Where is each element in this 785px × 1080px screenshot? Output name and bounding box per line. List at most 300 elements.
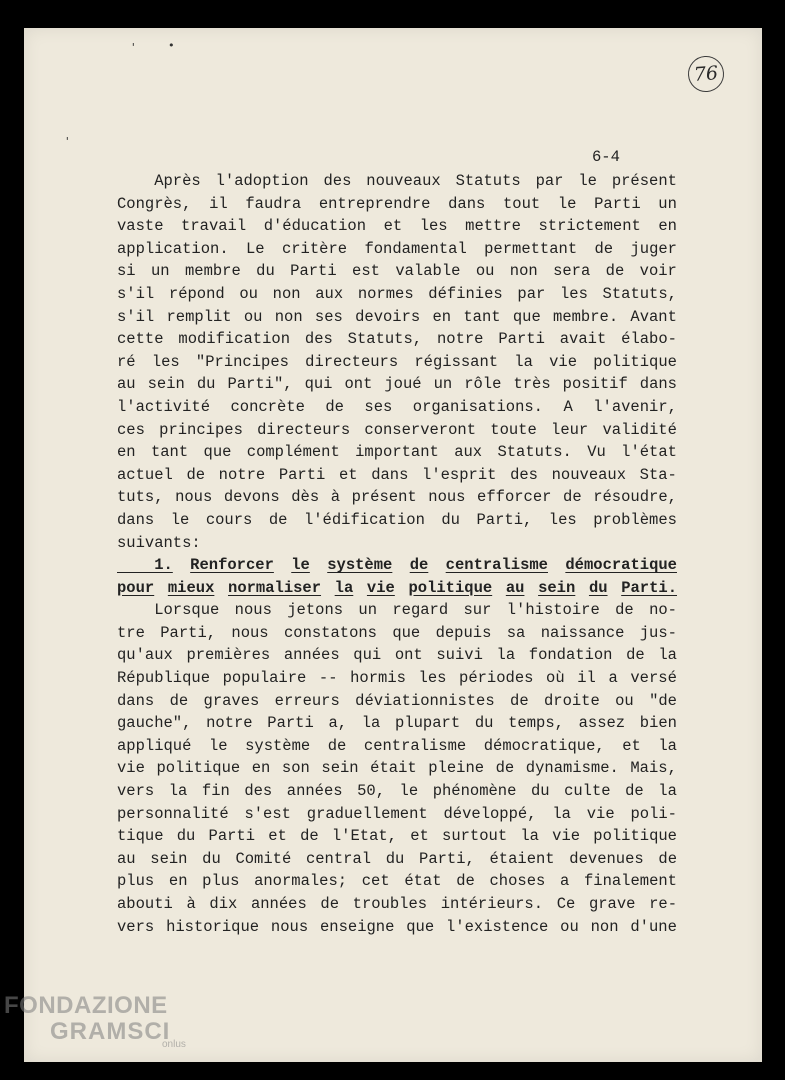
word: politique [408, 578, 493, 597]
word: permettant [484, 239, 578, 258]
text-line [117, 283, 677, 306]
text-line [117, 599, 677, 622]
word: Statuts, [602, 284, 677, 303]
scan-speck: ' [64, 135, 71, 148]
word: la [334, 578, 354, 597]
word: le [291, 556, 310, 575]
word: élabo- [621, 330, 677, 349]
word: vers [117, 782, 155, 801]
word: Parti. [621, 578, 677, 597]
word: des [244, 782, 273, 801]
word: 50, [357, 782, 386, 801]
word: dynamisme. [525, 759, 619, 778]
word: Lorsque [117, 601, 220, 620]
word: bien [639, 714, 677, 733]
word: en [168, 872, 188, 891]
word: nous [234, 601, 272, 620]
word: de [186, 465, 206, 484]
word: était [370, 759, 417, 778]
word: nous [270, 917, 309, 936]
word: directeurs [305, 352, 399, 371]
word: les [418, 669, 447, 688]
document-page [24, 28, 762, 1062]
text-line [117, 238, 677, 261]
word: politique [593, 352, 677, 371]
word: notre [218, 465, 266, 484]
word: troubles [352, 895, 428, 913]
word: à [330, 488, 341, 507]
word: un [658, 194, 677, 213]
word: des [323, 172, 352, 190]
word: à [186, 895, 196, 913]
word: par [535, 172, 564, 190]
word: tique [117, 827, 164, 846]
word: est [352, 262, 380, 281]
word: au [117, 375, 136, 394]
word: graves [203, 691, 260, 710]
word: sein [150, 849, 188, 868]
word: dans [117, 510, 155, 529]
word: l'esprit [422, 465, 497, 484]
word: par [517, 284, 546, 303]
word: historique [166, 917, 260, 936]
word: tre [117, 623, 145, 642]
word: assez [578, 714, 626, 733]
word: toute [490, 420, 537, 439]
word: la [496, 646, 516, 665]
word: juger [630, 239, 677, 258]
word: années [286, 782, 343, 801]
word: choses [489, 872, 546, 891]
word: vie [366, 578, 395, 597]
word: Parti", [227, 375, 293, 394]
word: les [419, 217, 448, 236]
word: du [256, 262, 275, 281]
word: tuts, [117, 488, 164, 507]
word: vie [552, 827, 581, 846]
word: Congrès, [117, 194, 192, 213]
word: résoudre, [593, 488, 677, 507]
word: grave [588, 895, 636, 913]
word: système [245, 736, 311, 755]
word: entreprendre [318, 194, 431, 213]
word: et [622, 736, 641, 755]
word: un [433, 375, 453, 394]
word: jus- [639, 623, 677, 642]
word: état [404, 872, 442, 891]
word: un [150, 262, 170, 281]
word: conserveront [364, 420, 477, 439]
text-line [117, 464, 677, 487]
word: du [385, 849, 405, 868]
word: ses [364, 397, 393, 416]
text-line [117, 690, 677, 713]
word: Parti [208, 827, 256, 846]
word: le [557, 194, 577, 213]
watermark-line-3: onlus [162, 1039, 186, 1050]
word: au [117, 849, 136, 868]
word: nous [175, 488, 213, 507]
word: faudra [245, 194, 302, 213]
word: notre [206, 714, 253, 733]
word: Ce [556, 895, 576, 913]
word: d'une [630, 917, 677, 936]
text-line [117, 170, 677, 193]
word: ré [117, 352, 136, 371]
word: que [512, 307, 541, 326]
word: en [117, 443, 136, 462]
scan-speck: • [168, 39, 175, 52]
word: définies [428, 284, 503, 303]
word: périodes [459, 669, 534, 688]
word: années [283, 646, 340, 665]
word: en [251, 759, 271, 778]
word: leur [551, 420, 589, 439]
word: ou [615, 691, 634, 710]
word: joué [384, 375, 422, 394]
word: fondamental [364, 239, 467, 258]
word: finalement [583, 872, 677, 891]
text-line [117, 780, 677, 803]
word: de [625, 782, 644, 801]
word: Renforcer [190, 556, 274, 575]
word: de [495, 759, 515, 778]
word: vers [117, 917, 155, 936]
word: mieux [167, 578, 215, 597]
word: nous [231, 623, 269, 642]
word: centralisme [445, 556, 548, 575]
word: strictement [538, 217, 641, 236]
word: sein [321, 759, 359, 778]
word: ont [394, 646, 423, 665]
word: du [441, 510, 460, 529]
word: le [578, 172, 597, 190]
word: Sta- [639, 465, 677, 484]
word: suivi [436, 646, 483, 665]
word: nouveaux [551, 465, 627, 484]
word: fin [201, 782, 230, 801]
word: problèmes [593, 510, 677, 529]
word: Statuts. [497, 443, 572, 462]
word: du [588, 578, 608, 597]
word: l'activité [117, 397, 211, 416]
word: intérieurs. [440, 895, 544, 913]
word: "Principes [195, 352, 289, 371]
word: actuel [117, 465, 173, 484]
word: plus [202, 872, 240, 891]
word: du [530, 782, 550, 801]
word: politique [593, 827, 677, 846]
word: des [304, 330, 333, 349]
word: personnalité [117, 804, 229, 823]
word: Le [245, 239, 265, 258]
word: de [510, 691, 529, 710]
word: Mais, [630, 759, 677, 778]
word: du [196, 375, 216, 394]
word: qu'aux [117, 646, 173, 665]
word: la [361, 714, 381, 733]
word: le [208, 736, 228, 755]
text-line [117, 306, 677, 329]
text-line [117, 260, 677, 283]
word: sein [538, 578, 576, 597]
text-line [117, 825, 677, 848]
word: membre [184, 262, 241, 281]
word: et [268, 827, 287, 846]
word: graduellement [306, 804, 428, 823]
word: validité [602, 420, 677, 439]
word: du [176, 827, 196, 846]
word: plupart [395, 714, 461, 733]
word: Parti [498, 330, 545, 349]
section-heading-line [117, 577, 677, 600]
word: où [546, 669, 565, 688]
word: Avant [630, 307, 677, 326]
word: ces [117, 420, 145, 439]
word: République [117, 669, 211, 688]
word: application. [117, 239, 229, 258]
word: temps, [508, 714, 564, 733]
word: remplit [166, 307, 232, 326]
text-line [117, 803, 677, 826]
word: ou [475, 262, 495, 281]
word: a [608, 669, 618, 688]
word: la [658, 782, 677, 801]
word: rôle [464, 375, 502, 394]
word: qui [304, 375, 333, 394]
word: normaliser [228, 578, 322, 597]
word: de [615, 601, 634, 620]
word: de [325, 397, 344, 416]
word: Parti, [419, 849, 475, 868]
body-text [117, 170, 677, 938]
word: sur [463, 601, 492, 620]
word: populaire [222, 669, 307, 688]
word: important [355, 443, 439, 462]
word: dix [209, 895, 238, 913]
word: surtout [442, 827, 508, 846]
word: l'adoption [215, 172, 309, 190]
word: phénomène [432, 782, 517, 801]
word: de [456, 872, 475, 891]
word: gauche", [117, 714, 192, 733]
word: hormis [350, 669, 406, 688]
text-line [117, 193, 677, 216]
word: très [513, 375, 551, 394]
word: système [327, 556, 393, 575]
word: naissance [540, 623, 625, 642]
word: de [658, 849, 677, 868]
word: devenues [569, 849, 644, 868]
word: a, [328, 714, 348, 733]
word: d'éducation [263, 217, 367, 236]
word: de [268, 510, 288, 529]
word: ou [243, 307, 263, 326]
watermark-line-1: FONDAZIONE [4, 992, 168, 1019]
word: no- [649, 601, 677, 620]
word: dans [117, 691, 155, 710]
word: nous [428, 488, 466, 507]
text-line [117, 667, 677, 690]
word: Parti [290, 262, 337, 281]
word: la [514, 352, 533, 371]
word: sera [553, 262, 591, 281]
word: la [168, 782, 188, 801]
text-line [117, 441, 677, 464]
word: ses [314, 307, 343, 326]
word: concrète [230, 397, 305, 416]
word: de [320, 895, 340, 913]
text-line [117, 373, 677, 396]
word: travail [181, 217, 247, 236]
word: cette [117, 330, 164, 349]
word: présent [351, 488, 417, 507]
word: culte [564, 782, 611, 801]
word: le [170, 510, 190, 529]
word: qui [353, 646, 382, 665]
word: efforcer [477, 488, 552, 507]
word: voir [639, 262, 677, 281]
word: il [577, 669, 596, 688]
word: développé, [443, 804, 537, 823]
word: années [250, 895, 307, 913]
word: vie [549, 352, 577, 371]
word: régissant [414, 352, 499, 371]
word: non [590, 917, 619, 936]
text-line: suivants: [117, 533, 201, 552]
text-line [117, 848, 677, 871]
word: le [399, 782, 419, 801]
word: présent [611, 172, 677, 190]
word: valable [395, 262, 461, 281]
word: "de [649, 691, 677, 710]
word: organisations. [412, 397, 543, 416]
word: il [209, 194, 228, 213]
word: normes [357, 284, 414, 303]
text-line [117, 735, 677, 758]
word: démocratique [565, 556, 677, 575]
text-line [117, 215, 677, 238]
word: devoirs [355, 307, 421, 326]
word: de [605, 262, 625, 281]
text-line [117, 757, 677, 780]
word: dans [371, 465, 409, 484]
word: anormales; [254, 872, 348, 891]
section-heading-line [117, 554, 677, 577]
word: constatons [283, 623, 377, 642]
word: de [169, 691, 189, 710]
word: non [509, 262, 538, 281]
word: cet [361, 872, 390, 891]
word: positif [562, 375, 628, 394]
word: droite [543, 691, 600, 710]
word: les [151, 352, 180, 371]
word: complément [246, 443, 340, 462]
text-line [117, 509, 677, 532]
word: regard [392, 601, 449, 620]
word: son [281, 759, 310, 778]
text-line [117, 644, 677, 667]
word: Vu [587, 443, 606, 462]
word: aux [315, 284, 344, 303]
word: du [474, 714, 494, 733]
scan-speck: ' [130, 41, 137, 54]
word: Après [117, 172, 201, 190]
word: s'est [244, 804, 291, 823]
word: cours [205, 510, 253, 529]
text-line [117, 486, 677, 509]
word: Statuts, [347, 330, 423, 349]
word: notre [436, 330, 484, 349]
text-line [117, 870, 677, 893]
word: s'il [117, 284, 155, 303]
word: mettre [465, 217, 521, 236]
word: vie [117, 759, 145, 778]
word: la [520, 827, 539, 846]
word: A [563, 397, 573, 416]
word: que [392, 623, 421, 642]
word: vaste [117, 217, 164, 236]
word: et [410, 827, 429, 846]
section-number: 6-4 [592, 148, 620, 166]
word: Parti [267, 714, 314, 733]
word: tant [150, 443, 189, 462]
text-line [117, 419, 677, 442]
word: Parti [594, 194, 641, 213]
word: 1. [117, 556, 173, 575]
word: et [338, 465, 358, 484]
word: déviationnistes [355, 691, 495, 710]
word: l'édification [303, 510, 425, 529]
word: la [658, 646, 677, 665]
word: non [272, 284, 301, 303]
word: Parti, [160, 623, 217, 642]
word: enseigne [319, 917, 395, 936]
word: aux [454, 443, 483, 462]
word: nouveaux [366, 172, 441, 190]
word: en [432, 307, 452, 326]
word: centralisme [363, 736, 467, 755]
word: re- [649, 895, 677, 913]
word: démocratique, [483, 736, 605, 755]
word: du [202, 849, 221, 868]
word: étaient [489, 849, 555, 868]
watermark-line-2: GRAMSCI [50, 1018, 171, 1045]
word: Statuts [455, 172, 521, 190]
word: au [505, 578, 525, 597]
word: ou [560, 917, 579, 936]
word: de [594, 239, 614, 258]
word: abouti [117, 895, 173, 913]
word: ont [344, 375, 373, 394]
word: l'histoire [506, 601, 600, 620]
word: l'existence [446, 917, 549, 936]
word: les [548, 510, 577, 529]
archive-watermark [4, 994, 186, 1050]
word: central [305, 849, 372, 868]
word: -- [318, 669, 338, 688]
word: pour [117, 578, 155, 597]
word: l'état [621, 443, 677, 462]
word: sein [147, 375, 185, 394]
word: de [626, 646, 645, 665]
word: membre. [553, 307, 619, 326]
word: poli- [630, 804, 677, 823]
word: depuis [435, 623, 492, 642]
word: Parti [278, 465, 326, 484]
word: des [510, 465, 538, 484]
word: de [409, 556, 429, 575]
